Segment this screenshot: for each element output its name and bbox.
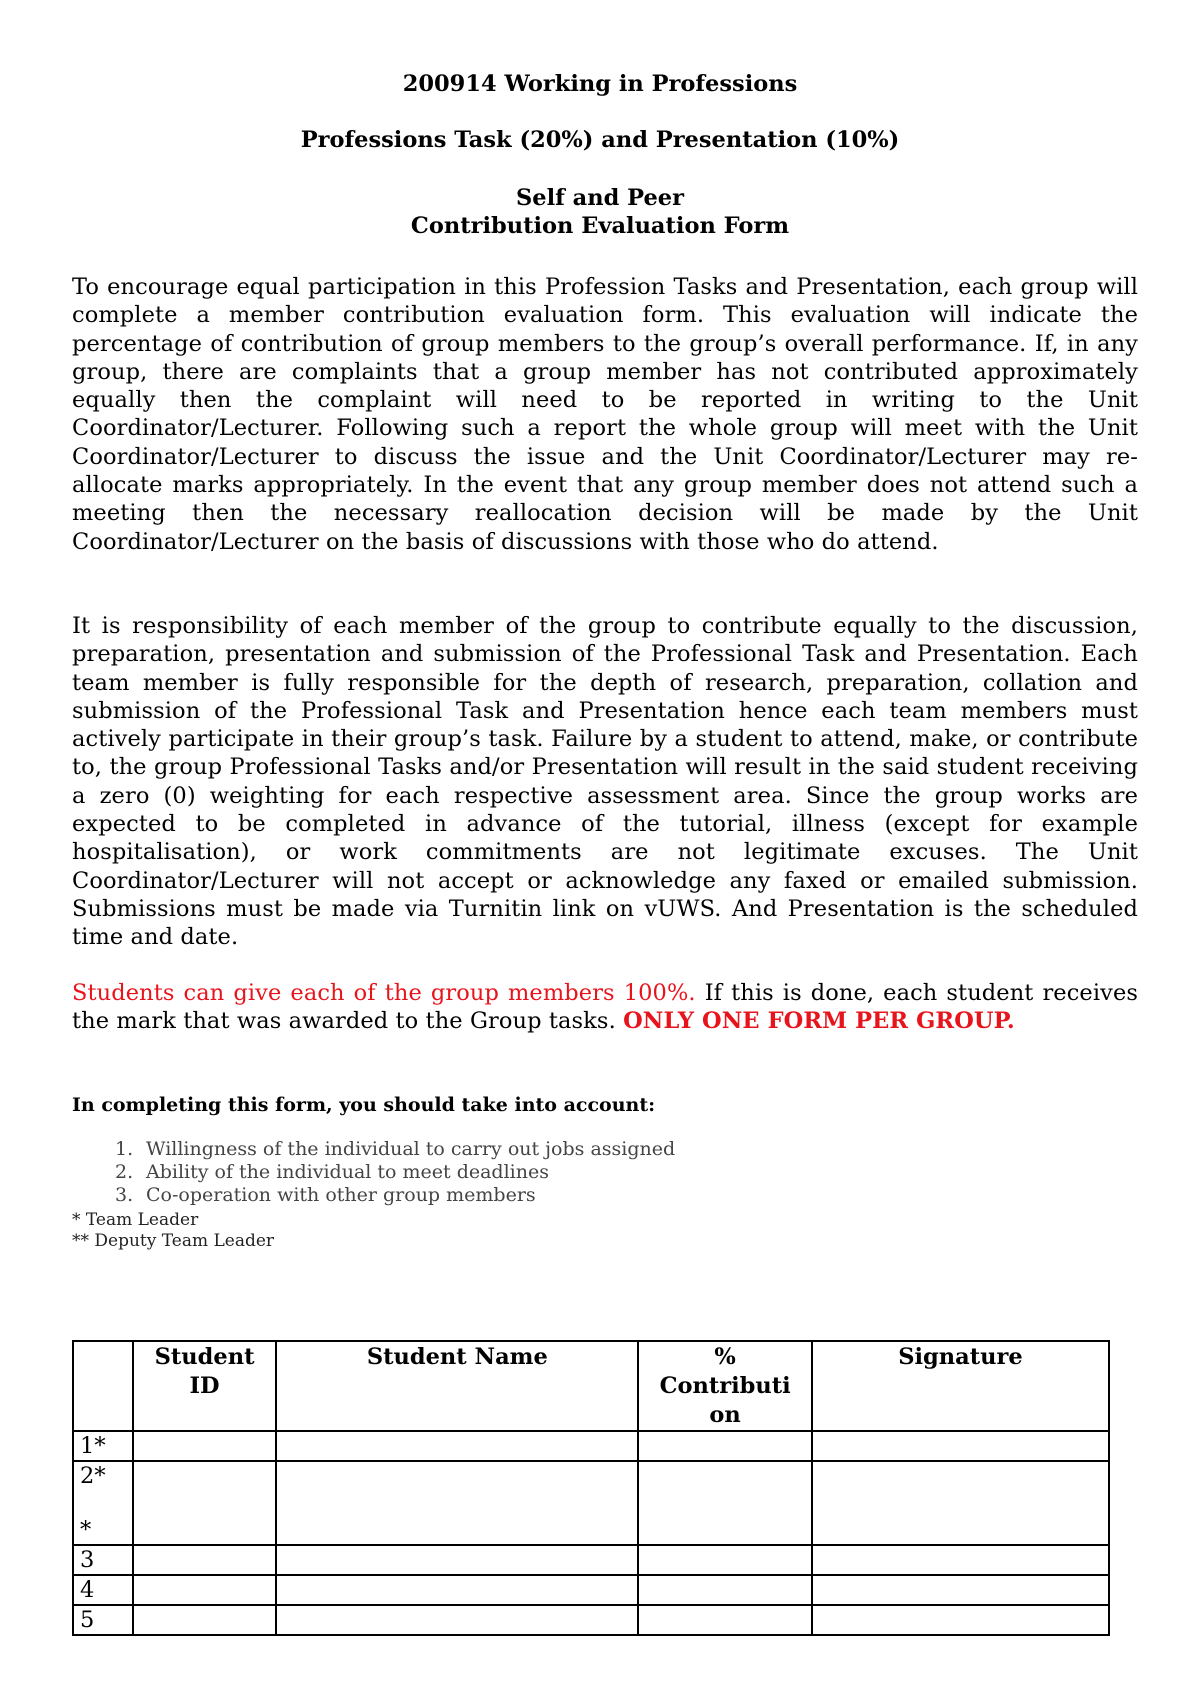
student-id-cell[interactable] [133,1461,277,1545]
row-label: 1* [73,1431,133,1461]
header-contribution-line: Contributi [659,1373,791,1399]
contribution-cell[interactable] [638,1605,812,1635]
signature-cell[interactable] [812,1605,1109,1635]
header-student-name: Student Name [276,1341,638,1431]
one-form-warning: ONLY ONE FORM PER GROUP. [623,1008,1015,1035]
student-id-cell[interactable] [133,1545,277,1575]
criteria-number: 2. [115,1161,134,1183]
header-contribution-line: % [714,1344,736,1370]
criteria-list [108,1138,675,1207]
contribution-cell[interactable] [638,1431,812,1461]
responsibility-paragraph: It is responsibility of each member of the group to contribute equally to the discussion, preparation, presentation and submission of the Professional Task and Presentation. Each team member is fully responsible for the depth of research, preparation, collation and submission of the Professional Task and Presentation hence each team members must actively participate in their group’s task. Failure by a student to attend, make, or contribute to, the group Professional Tasks and/or Presentation will result in the said student receiving a zero (0) weighting for each respective assessment area. Since the group works are expected to be completed in advance of the tutorial, illness (except for example hospitalisation), or work commitments are not legitimate excuses. The Unit Coordinator/Lecturer will not accept or acknowledge any faxed or emailed submission. Submissions must be made via Turnitin link on vUWS. And Presentation is the scheduled time and date. [72,613,1138,951]
signature-cell[interactable] [812,1461,1109,1545]
header-student-id [133,1341,277,1431]
criteria-text: Ability of the individual to meet deadlines [146,1161,549,1183]
criteria-item [108,1184,675,1207]
student-name-cell[interactable] [276,1431,638,1461]
table-row [73,1461,1109,1545]
row-label: 5 [73,1605,133,1635]
student-id-cell[interactable] [133,1605,277,1635]
contribution-cell[interactable] [638,1575,812,1605]
header-signature: Signature [812,1341,1109,1431]
contribution-table [72,1340,1110,1636]
marking-note-paragraph [72,979,1138,1036]
row-label [73,1461,133,1545]
header-contribution [638,1341,812,1431]
deputy-leader-legend: ** Deputy Team Leader [72,1231,275,1251]
header-student-id-line: Student [154,1344,255,1370]
signature-cell[interactable] [812,1575,1109,1605]
signature-cell[interactable] [812,1545,1109,1575]
table-row [73,1431,1109,1461]
team-leader-legend: * Team Leader [72,1210,199,1230]
student-id-cell[interactable] [133,1431,277,1461]
row-label: 3 [73,1545,133,1575]
group-mark-note: If this is done, each student receives the mark that was awarded to the Group tasks. [72,980,1139,1035]
unit-title: 200914 Working in Professions [402,71,798,97]
contribution-cell[interactable] [638,1545,812,1575]
criteria-text: Willingness of the individual to carry out jobs assigned [146,1138,676,1160]
table-row [73,1545,1109,1575]
form-title-line1: Self and Peer [516,185,684,211]
intro-paragraph: To encourage equal participation in this Profession Tasks and Presentation, each group will complete a member contribution evaluation form. This evaluation will indicate the percentage of contribution of group members to the group’s overall performance. If, in any group, there are complaints that a group member has not contributed approximately equally then the complaint will need to be reported in writing to the Unit Coordinator/Lecturer. Following such a report the whole group will meet with the Unit Coordinator/Lecturer to discuss the issue and the Unit Coordinator/Lecturer may re-allocate marks appropriately. In the event that any group member does not attend such a meeting then the necessary reallocation decision will be made by the Unit Coordinator/Lecturer on the basis of discussions with those who do attend. [72,274,1138,555]
criteria-number: 1. [115,1138,134,1160]
table-row [73,1575,1109,1605]
assessment-title: Professions Task (20%) and Presentation (10%) [300,127,900,153]
form-title-line2: Contribution Evaluation Form [410,213,790,239]
header-row-number [73,1341,133,1431]
criteria-heading: In completing this form, you should take into account: [72,1094,656,1116]
table-row [73,1605,1109,1635]
criteria-item [108,1138,675,1161]
student-name-cell[interactable] [276,1605,638,1635]
student-name-cell[interactable] [276,1461,638,1545]
row-label: 4 [73,1575,133,1605]
table-header-row [73,1341,1109,1431]
header-contribution-line: on [709,1402,741,1428]
row-label-line: * [80,1517,92,1543]
contribution-cell[interactable] [638,1461,812,1545]
header-student-id-line: ID [189,1373,220,1399]
student-name-cell[interactable] [276,1575,638,1605]
hundred-percent-note: Students can give each of the group members 100%. [72,980,696,1006]
criteria-item [108,1161,675,1184]
student-id-cell[interactable] [133,1575,277,1605]
criteria-text: Co-operation with other group members [146,1184,536,1206]
criteria-number: 3. [115,1184,134,1206]
row-label-line: 2* [80,1463,106,1489]
student-name-cell[interactable] [276,1545,638,1575]
signature-cell[interactable] [812,1431,1109,1461]
